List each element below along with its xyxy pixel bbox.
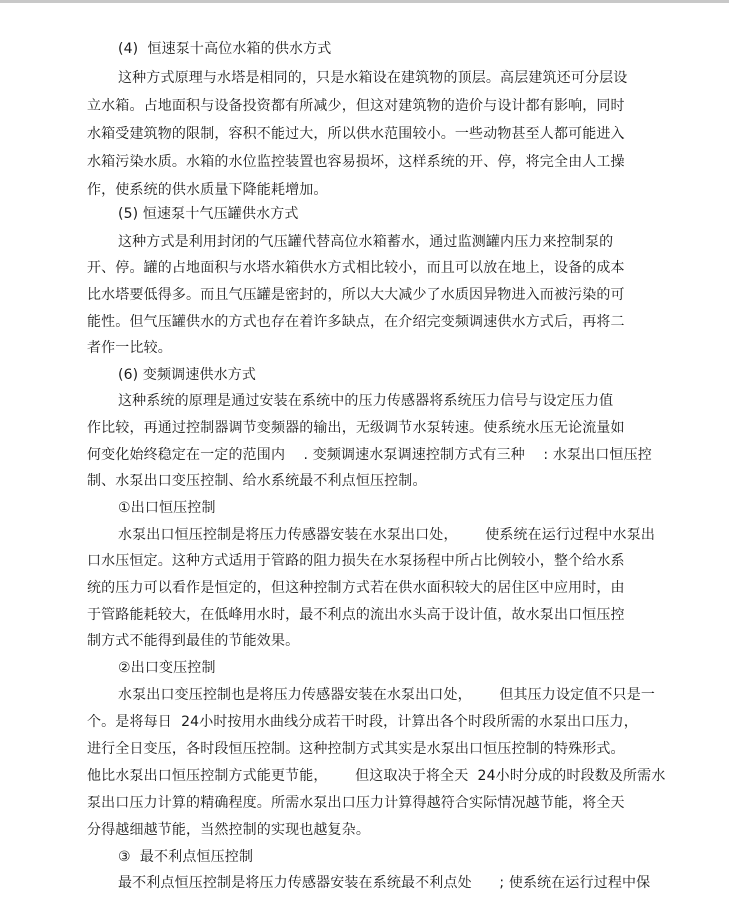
paragraph-line: 水箱受建筑物的限制，容积不能过大，所以供水范围较小。一些动物甚至人都可能进入 [87, 126, 625, 142]
paragraph-line: 水箱污染水质。水箱的水位监控装置也容易损坏，这样系统的开、停，将完全由人工操 [87, 154, 625, 170]
paragraph-line: 个。是将每日 24小时按用水曲线分成若干时段，计算出各个时段所需的水泵出口压力， [87, 714, 638, 730]
paragraph-line: 何变化始终稳定在一定的范围内 . 变频调速水泵调速控制方式有三种 : 水泵出口恒压控 [87, 447, 652, 463]
paragraph-line: 制方式不能得到最佳的节能效果。 [87, 633, 300, 649]
paragraph-line: 开、停。罐的占地面积与水塔水箱供水方式相比较小，而且可以放在地上，设备的成本 [87, 260, 625, 276]
paragraph-line: 这种系统的原理是通过安装在系统中的压力传感器将系统压力信号与设定压力值 [118, 393, 614, 409]
paragraph-line: 于管路能耗较大，在低峰用水时，最不利点的流出水头高于设计值，故水泵出口恒压控 [87, 607, 625, 623]
paragraph-line: 水泵出口变压控制也是将压力传感器安装在水泵出口处， 但其压力设定值不只是一 [118, 687, 655, 703]
paragraph-line: 这种方式原理与水塔是相同的，只是水箱设在建筑物的顶层。高层建筑还可分层设 [118, 70, 628, 86]
subheading-least-favorable-point-constant-pressure: ③ 最不利点恒压控制 [118, 849, 254, 865]
paragraph-line: 作比较，再通过控制器调节变频器的输出，无级调节水泵转速。使系统水压无论流量如 [87, 420, 625, 436]
subheading-outlet-variable-pressure: ②出口变压控制 [118, 660, 216, 676]
paragraph-line: 比水塔要低得多。而且气压罐是密封的，所以大大减少了水质因异物进入而被污染的可 [87, 287, 625, 303]
paragraph-line: 分得越细越节能，当然控制的实现也越复杂。 [87, 822, 370, 838]
paragraph-line: 作，使系统的供水质量下降能耗增加。 [87, 182, 328, 198]
paragraph-line: 水泵出口恒压控制是将压力传感器安装在水泵出口处， 使系统在运行过程中水泵出 [118, 527, 655, 543]
heading-5-constant-speed-pump-pressure-tank: (5) 恒速泵十气压罐供水方式 [118, 206, 299, 222]
heading-4-constant-speed-pump-high-tank: (4) 恒速泵十高位水箱的供水方式 [118, 41, 332, 57]
paragraph-line: 他比水泵出口恒压控制方式能更节能， 但这取决于将全天 24小时分成的时段数及所需水 [87, 768, 666, 784]
paragraph-line: 者作一比较。 [87, 340, 172, 356]
paragraph-line: 进行全日变压，各时段恒压控制。这种控制方式其实是水泵出口恒压控制的特殊形式。 [87, 741, 625, 757]
paragraph-line: 这种方式是利用封闭的气压罐代替高位水箱蓄水，通过监测罐内压力来控制泵的 [118, 234, 614, 250]
heading-6-variable-frequency-supply: (6) 变频调速供水方式 [118, 367, 257, 383]
paragraph-line: 最不利点恒压控制是将压力传感器安装在系统最不利点处 ; 使系统在运行过程中保 [118, 875, 651, 891]
paragraph-line: 制、水泵出口变压控制、给水系统最不利点恒压控制。 [87, 473, 427, 489]
paragraph-line: 统的压力可以看作是恒定的，但这种控制方式若在供水面积较大的居住区中应用时，由 [87, 580, 625, 596]
paragraph-line: 泵出口压力计算的精确程度。所需水泵出口压力计算得越符合实际情况越节能，将全天 [87, 795, 625, 811]
paragraph-line: 能性。但气压罐供水的方式也存在着许多缺点，在介绍完变频调速供水方式后，再将二 [87, 314, 625, 330]
subheading-outlet-constant-pressure: ①出口恒压控制 [118, 500, 216, 516]
paragraph-line: 立水箱。占地面积与设备投资都有所减少，但这对建筑物的造价与设计都有影响，同时 [87, 98, 625, 114]
paragraph-line: 口水压恒定。这种方式适用于管路的阻力损失在水泵扬程中所占比例较小，整个给水系 [87, 553, 625, 569]
